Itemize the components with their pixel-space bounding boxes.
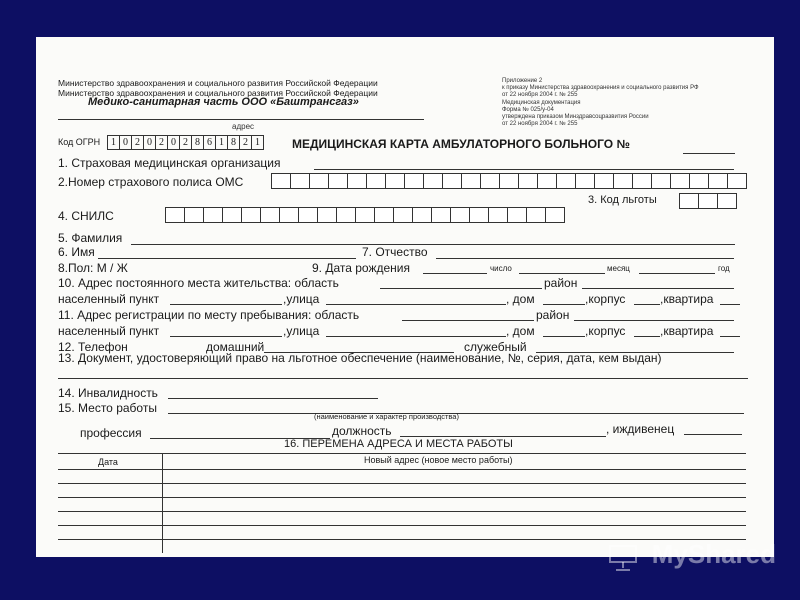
snils-box[interactable]	[241, 207, 261, 223]
house-label: , дом	[506, 292, 535, 306]
policy-number-box[interactable]	[404, 173, 424, 189]
benefit-document-field[interactable]	[58, 378, 748, 379]
temporary-address-label: 11. Адрес регистрации по месту пребывания: область	[58, 308, 360, 322]
policy-number-box[interactable]	[347, 173, 367, 189]
position-label: должность	[332, 424, 392, 438]
apartment-field[interactable]	[720, 304, 740, 305]
snils-box[interactable]	[412, 207, 432, 223]
ogrn-digit: 2	[131, 135, 144, 150]
ogrn-digit: 1	[107, 135, 120, 150]
temp-building-label: ,корпус	[585, 324, 626, 338]
form-title: МЕДИЦИНСКАЯ КАРТА АМБУЛАТОРНОГО БОЛЬНОГО №	[292, 137, 630, 151]
policy-number-box[interactable]	[290, 173, 310, 189]
ogrn-digit: 1	[251, 135, 264, 150]
presentation-icon	[608, 542, 638, 572]
table-row[interactable]	[58, 497, 746, 498]
snils-box[interactable]	[431, 207, 451, 223]
policy-number-box[interactable]	[632, 173, 652, 189]
ogrn-digit: 1	[215, 135, 228, 150]
ogrn-digit: 2	[239, 135, 252, 150]
snils-box[interactable]	[526, 207, 546, 223]
permanent-address-label: 10. Адрес постоянного места жительства: область	[58, 276, 339, 290]
day-label: число	[490, 264, 512, 273]
birth-year-field[interactable]	[639, 273, 715, 274]
appendix-line-5: Форма № 025/у-04	[502, 107, 554, 113]
table-row[interactable]	[58, 483, 746, 484]
benefit-code-box[interactable]	[698, 193, 718, 209]
col-date-header: Дата	[98, 457, 118, 467]
snils-boxes[interactable]	[166, 207, 565, 223]
disability-label: 14. Инвалидность	[58, 386, 158, 400]
policy-number-box[interactable]	[537, 173, 557, 189]
year-label: год	[718, 264, 730, 273]
address-change-title: 16. ПЕРЕМЕНА АДРЕСА И МЕСТА РАБОТЫ	[284, 438, 513, 450]
workplace-hint: (наименование и характер производства)	[314, 412, 459, 421]
benefit-document-label: 13. Документ, удостоверяющий право на льготное обеспечение (наименование, №, серия, дата, кем выдан)	[58, 351, 662, 365]
temp-house-field[interactable]	[543, 336, 585, 337]
temp-apartment-label: ,квартира	[660, 324, 714, 338]
policy-number-box[interactable]	[423, 173, 443, 189]
policy-number-box[interactable]	[328, 173, 348, 189]
name-field[interactable]	[98, 258, 356, 259]
policy-number-box[interactable]	[499, 173, 519, 189]
policy-number-box[interactable]	[556, 173, 576, 189]
ogrn-digit: 8	[227, 135, 240, 150]
policy-number-box[interactable]	[480, 173, 500, 189]
policy-number-box[interactable]	[670, 173, 690, 189]
snils-box[interactable]	[469, 207, 489, 223]
policy-number-box[interactable]	[689, 173, 709, 189]
policy-number-box[interactable]	[575, 173, 595, 189]
appendix-line-4: Медицинская документация	[502, 100, 581, 106]
snils-box[interactable]	[298, 207, 318, 223]
work-phone-label: служебный	[464, 340, 527, 354]
house-field[interactable]	[543, 304, 585, 305]
insurance-org-label: 1. Страховая медицинская организация	[58, 156, 281, 170]
temp-district-field[interactable]	[574, 320, 734, 321]
snils-box[interactable]	[165, 207, 185, 223]
snils-box[interactable]	[260, 207, 280, 223]
snils-box[interactable]	[336, 207, 356, 223]
apartment-label: ,квартира	[660, 292, 714, 306]
position-field[interactable]	[400, 436, 606, 437]
street-field[interactable]	[326, 304, 506, 305]
snils-box[interactable]	[222, 207, 242, 223]
policy-number-box[interactable]	[385, 173, 405, 189]
benefit-code-box[interactable]	[717, 193, 737, 209]
ogrn-digit: 2	[179, 135, 192, 150]
temp-settlement-label: населенный пункт	[58, 324, 160, 338]
district-label: район	[544, 276, 578, 290]
policy-number-box[interactable]	[727, 173, 747, 189]
snils-box[interactable]	[355, 207, 375, 223]
policy-number-box[interactable]	[442, 173, 462, 189]
ogrn-digit: 2	[155, 135, 168, 150]
patronymic-field[interactable]	[436, 258, 734, 259]
surname-field[interactable]	[131, 244, 735, 245]
appendix-line-3: от 22 ноября 2004 г. № 255	[502, 92, 578, 98]
policy-number-box[interactable]	[309, 173, 329, 189]
table-row[interactable]	[58, 539, 746, 540]
ministry-line-2: Министерство здравоохранения и социального развития Российской Федерации	[58, 88, 378, 98]
col-address-header: Новый адрес (новое место работы)	[364, 455, 513, 465]
birth-day-field[interactable]	[423, 273, 487, 274]
appendix-line-7: от 22 ноября 2004 г. № 255	[502, 121, 578, 127]
month-label: месяц	[607, 264, 630, 273]
medical-card-form	[36, 37, 774, 557]
temp-apartment-field[interactable]	[720, 336, 740, 337]
temp-street-label: ,улица	[283, 324, 320, 338]
ogrn-digit: 0	[143, 135, 156, 150]
dependent-label: , иждивенец	[606, 422, 675, 436]
region-field[interactable]	[380, 288, 542, 289]
benefit-code-label: 3. Код льготы	[588, 194, 657, 206]
profession-label: профессия	[80, 426, 142, 440]
settlement-label: населенный пункт	[58, 292, 160, 306]
snils-box[interactable]	[374, 207, 394, 223]
building-label: ,корпус	[585, 292, 626, 306]
appendix-line-2: к приказу Министерства здравоохранения и социального развития РФ	[502, 85, 699, 91]
ogrn-code	[108, 135, 264, 150]
policy-number-box[interactable]	[271, 173, 291, 189]
temp-settlement-field[interactable]	[170, 336, 282, 337]
workplace-label: 15. Место работы	[58, 401, 157, 415]
institution-name: Медико-санитарная часть ООО «Баштрансгаз»	[88, 96, 359, 108]
phone-label: 12. Телефон	[58, 340, 128, 354]
policy-number-box[interactable]	[594, 173, 614, 189]
temp-region-field[interactable]	[402, 320, 534, 321]
patronymic-label: 7. Отчество	[362, 245, 428, 259]
temp-building-field[interactable]	[634, 336, 660, 337]
sex-label: 8.Пол: М / Ж	[58, 261, 128, 275]
table-row[interactable]	[58, 511, 746, 512]
table-row[interactable]	[58, 469, 746, 470]
ogrn-label: Код ОГРН	[58, 137, 101, 147]
policy-number-box[interactable]	[366, 173, 386, 189]
insurance-org-field[interactable]	[314, 169, 734, 170]
ogrn-digit: 0	[119, 135, 132, 150]
policy-number-label: 2.Номер страхового полиса ОМС	[58, 175, 244, 189]
benefit-code-boxes[interactable]	[680, 193, 737, 209]
snils-box[interactable]	[393, 207, 413, 223]
snils-box[interactable]	[507, 207, 527, 223]
temp-district-label: район	[536, 308, 570, 322]
dependent-field[interactable]	[684, 434, 742, 435]
address-label: адрес	[232, 122, 255, 131]
card-number-line[interactable]	[683, 153, 735, 154]
ogrn-digit: 6	[203, 135, 216, 150]
birth-month-field[interactable]	[519, 273, 605, 274]
home-phone-label: домашний	[206, 340, 265, 354]
ministry-line-1: Министерство здравоохранения и социального развития Российской Федерации	[58, 78, 378, 88]
district-field[interactable]	[582, 288, 734, 289]
snils-box[interactable]	[203, 207, 223, 223]
snils-box[interactable]	[184, 207, 204, 223]
settlement-field[interactable]	[170, 304, 282, 305]
policy-number-box[interactable]	[461, 173, 481, 189]
temp-street-field[interactable]	[326, 336, 506, 337]
table-row[interactable]	[58, 525, 746, 526]
street-label: ,улица	[283, 292, 320, 306]
ogrn-digit: 8	[191, 135, 204, 150]
appendix-line-1: Приложение 2	[502, 78, 543, 84]
appendix-line-6: утверждена приказом Минздравсоцразвития России	[502, 114, 649, 120]
address-line	[58, 119, 424, 120]
snils-box[interactable]	[545, 207, 565, 223]
policy-number-box[interactable]	[651, 173, 671, 189]
temp-house-label: , дом	[506, 324, 535, 338]
surname-label: 5. Фамилия	[58, 231, 123, 245]
birth-date-label: 9. Дата рождения	[312, 261, 410, 275]
building-field[interactable]	[634, 304, 660, 305]
table-column-divider	[162, 453, 163, 553]
watermark-text: MyShared	[651, 539, 776, 569]
ogrn-digit: 0	[167, 135, 180, 150]
disability-field[interactable]	[168, 398, 378, 399]
name-label: 6. Имя	[58, 245, 95, 259]
policy-number-box[interactable]	[518, 173, 538, 189]
snils-box[interactable]	[317, 207, 337, 223]
policy-number-box[interactable]	[613, 173, 633, 189]
benefit-code-box[interactable]	[679, 193, 699, 209]
snils-box[interactable]	[279, 207, 299, 223]
policy-number-boxes[interactable]	[272, 173, 747, 189]
snils-box[interactable]	[450, 207, 470, 223]
snils-box[interactable]	[488, 207, 508, 223]
snils-label: 4. СНИЛС	[58, 209, 114, 223]
policy-number-box[interactable]	[708, 173, 728, 189]
